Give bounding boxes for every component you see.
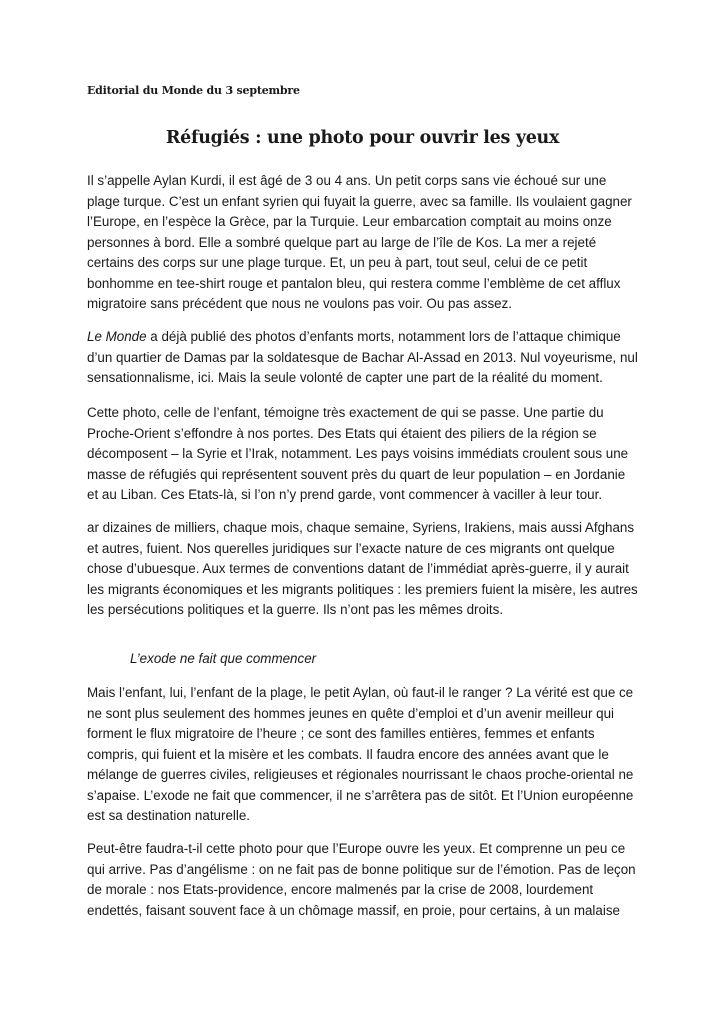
paragraph-line: Il s’appelle Aylan Kurdi, il est âgé de 3 ou 4 ans. Un petit corps sans vie échoué sur une [87, 173, 607, 188]
paragraph-line: certains des corps sur une plage turque. Et, un peu à part, tout seul, celui de ce petit [87, 255, 588, 270]
paragraph-line: chose d’ubuesque. Aux termes de conventions datant de l’immédiat après-guerre, il y aurait [87, 561, 629, 576]
paragraph-2 [87, 327, 647, 389]
paragraph-line: s’apaise. L’exode ne fait que commencer, il ne s’arrêtera pas de sitôt. Et l’Union européenne [87, 787, 634, 803]
paragraph-1 [87, 171, 647, 315]
paragraph-4 [87, 518, 647, 621]
paragraph-line: sensationnalisme, ici. Mais la seule volonté de capter une part de la réalité du moment. [87, 370, 603, 385]
paragraph-line: bonhomme en tee-shirt rouge et pantalon bleu, qui restera comme l’emblème de cet afflux [87, 275, 621, 291]
section-subheading: L’exode ne fait que commencer [130, 651, 317, 666]
paragraph-line: migratoire sans précédent que nous ne voulons pas voir. Ou pas assez. [87, 296, 513, 311]
paragraph-line: décomposent – la Syrie et l’Irak, notamment. Les pays voisins immédiats croulent sous une [87, 446, 629, 461]
editorial-header: Editorial du Monde du 3 septembre [87, 84, 300, 97]
paragraph-3 [87, 403, 647, 506]
paragraph-line: mélange de guerres civiles, religieuses et régionales nourrissant le chaos proche-oriental ne [87, 767, 634, 782]
paragraph-line: l’Europe, en l’espèce la Grèce, par la Turquie. Leur embarcation comptait au moins onze [87, 214, 612, 229]
paragraph-line: qui arrive. Pas d’angélisme : on ne fait pas de bonne politique sur de l’émotion. Pas de leçon [87, 861, 636, 877]
paragraph-line: forment le flux migratoire de l’heure ; ce sont des familles entières, femmes et enfants [87, 726, 595, 741]
paragraph-line: et au Liban. Ces Etats-là, si l’on n’y prend garde, vont commencer à vaciller à leur tour. [87, 487, 603, 502]
paragraph-line: est sa destination naturelle. [87, 808, 251, 823]
paragraph-line: Mais l’enfant, lui, l’enfant de la plage, le petit Aylan, où faut-il le ranger ? La vérité est que ce [87, 685, 634, 700]
paragraph-line: les persécutions politiques et la guerre. Ils n’ont pas les mêmes droits. [87, 602, 504, 617]
paragraph-line: Proche-Orient s’effondre à nos portes. Des Etats qui étaient des piliers de la région se [87, 425, 597, 441]
paragraph-line: d’un quartier de Damas par la soldatesque de Bachar Al-Assad en 2013. Nul voyeurisme, nul [87, 349, 638, 365]
paragraph-line: les migrants économiques et les migrants politiques : les premiers fuient la misère, les autres [87, 581, 638, 597]
paragraph-line: Peut-être faudra-t-il cette photo pour que l’Europe ouvre les yeux. Et comprenne un peu ce [87, 841, 626, 856]
paragraph-line: de morale : nos Etats-providence, encore malmenés par la crise de 2008, lourdement [87, 882, 594, 897]
page-title: Réfugiés : une photo pour ouvrir les yeux [165, 128, 560, 148]
paragraph-line: ar dizaines de milliers, chaque mois, chaque semaine, Syriens, Irakiens, mais aussi Afghans [87, 520, 635, 535]
paragraph-line [87, 327, 647, 348]
paragraph-line: masse de réfugiés qui représentent souvent près du quart de leur population – en Jordanie [87, 466, 626, 482]
paragraph-line: personnes à bord. Elle a sombré quelque part au large de l’île de Kos. La mer a rejeté [87, 234, 597, 250]
paragraph-5 [87, 683, 647, 827]
paragraph-line-text: a déjà publié des photos d’enfants morts, notamment lors de l’attaque chimique [146, 329, 621, 344]
paragraph-line: compris, qui fuient et la misère et les combats. Il faudra encore des années avant que le [87, 746, 609, 762]
paragraph-6 [87, 839, 647, 921]
paragraph-line: endettés, faisant souvent face à un chômage massif, en proie, pour certains, à un malaise [87, 902, 620, 918]
newspaper-name: Le Monde [87, 329, 147, 344]
paragraph-line: Cette photo, celle de l’enfant, témoigne très exactement de qui se passe. Une partie du [87, 405, 604, 420]
paragraph-line: ne sont plus seulement des hommes jeunes en quête d’emploi et d’un avenir meilleur qui [87, 705, 615, 721]
paragraph-line: plage turque. C’est un enfant syrien qui fuyait la guerre, avec sa famille. Ils voulaient gagner [87, 193, 632, 209]
paragraph-line: et autres, fuient. Nos querelles juridiques sur l’exacte nature de ces migrants ont quelque [87, 540, 615, 556]
